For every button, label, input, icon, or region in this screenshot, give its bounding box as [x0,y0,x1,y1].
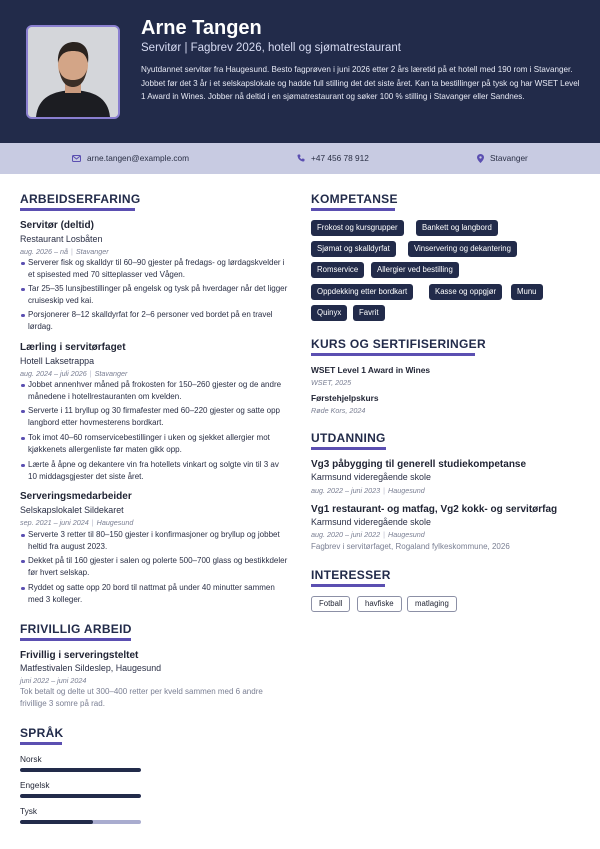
language-level-bar [20,820,141,824]
job-bullet: Serverer fisk og skalldyr til 60–90 gjester på fredags- og lørdagskvelder i et spisested med 70 sitteplasser ved Vågen. [28,257,288,281]
candidate-headline: Servitør | Fagbrev 2026, hotell og sjømatrestaurant [141,42,401,54]
volunteer-description: Tok betalt og delte ut 300–400 retter per kveld sammen med 6 andre frivillige 3 somre på rad. [20,687,263,709]
education-place: Haugesund [388,486,425,495]
language-name: Norsk [20,754,42,764]
skill-tag: Allergier ved bestilling [371,262,459,278]
section-underline [311,584,385,587]
job-bullet: Jobbet annenhver måned på frokosten for 150–260 gjester og de andre månedene i hotellrestauranten om kvelden. [28,379,288,403]
education-title: Vg3 påbygging til generell studiekompetanse [311,459,527,470]
job-bullet: Ryddet og satte opp 20 bord til nattmat på under 40 minutter sammen med 3 kolleger. [28,582,288,606]
education-dates: aug. 2020 – juni 2022 [311,530,381,539]
language-name: Engelsk [20,780,50,790]
job-bullet: Lærte å åpne og dekantere vin fra hotellets vinkart og solgte vin til 3 av 10 middagsgjester det siste året. [28,459,288,483]
job-meta: aug. 2026 – nå | Stavanger [20,247,109,256]
job-bullet: Porsjonerer 8–12 skalldyrfat for 2–6 personer ved bordet på en travel lørdag. [28,309,288,333]
course-title: Førstehjelpskurs [311,393,379,403]
skill-tag: Frokost og kursgrupper [311,220,404,236]
course-meta: Røde Kors, 2024 [311,406,366,415]
education-title: Vg1 restaurant- og matfag, Vg2 kokk- og servitørfag [311,504,558,515]
job-bullet: Serverte i 11 bryllup og 30 firmafester med 60–220 gjester og satte opp langbord etter hovmesterens bordkart. [28,405,288,429]
job-dates: sep. 2021 – juni 2024 [20,518,89,527]
section-title-education: UTDANNING [311,431,386,445]
contact-email[interactable] [72,153,189,163]
education-dates: aug. 2022 – juni 2023 [311,486,381,495]
skill-tag: Oppdekking etter bordkart [311,284,413,300]
contact-bar [0,143,600,174]
section-title-volunteer: FRIVILLIG ARBEID [20,622,132,636]
skill-tag: Munu [511,284,543,300]
job-title: Lærling i servitørfaget [20,342,126,353]
job-place: Stavanger [94,369,128,378]
language-name: Tysk [20,806,38,816]
profile-photo [26,25,120,119]
section-underline [311,447,386,450]
email-text: arne.tangen@example.com [87,153,190,163]
skill-tag: Bankett og langbord [416,220,498,236]
section-title-languages: SPRÅK [20,726,64,740]
education-note: Fagbrev i servitørfaget, Rogaland fylkeskommune, 2026 [311,542,510,551]
course-title: WSET Level 1 Award in Wines [311,365,431,375]
language-level-fill [20,820,93,824]
candidate-name: Arne Tangen [141,17,262,39]
language-level-bar [20,794,141,798]
contact-phone[interactable] [297,153,369,163]
job-employer: Hotell Laksetrappa [20,356,95,366]
header [0,0,600,143]
job-bullet: Serverte 3 retter til 80–150 gjester i konfirmasjoner og bryllup og jobbet heltid fra august 2023. [28,529,288,553]
language-level-bar [20,768,141,772]
education-school: Karmsund videregående skole [311,472,431,482]
job-meta: sep. 2021 – juni 2024 | Haugesund [20,518,134,527]
education-meta: aug. 2020 – juni 2022 | Haugesund [311,530,425,539]
location-pin-icon [477,154,484,163]
job-employer: Selskapslokalet Sildekaret [20,505,124,515]
section-title-experience: ARBEIDSERFARING [20,192,141,206]
phone-icon [297,154,305,162]
job-meta: aug. 2024 – juli 2026 | Stavanger [20,369,128,378]
education-meta: aug. 2022 – juni 2023 | Haugesund [311,486,425,495]
language-level-fill [20,768,141,772]
skill-tag: Quinyx [311,305,347,321]
section-title-skills: KOMPETANSE [311,192,398,206]
section-underline [20,742,62,745]
job-bullet: Tar 25–35 lunsjbestillinger på engelsk og tysk på hverdager når det ligger cruiseskip ved kai. [28,283,288,307]
job-place: Haugesund [96,518,134,527]
mail-icon [72,155,81,162]
phone-text: +47 456 78 912 [311,153,369,163]
section-underline [311,353,475,356]
location-text: Stavanger [490,153,528,163]
skill-tag: Kasse og oppgjør [429,284,502,300]
interest-tag: matlaging [407,596,457,612]
volunteer-role: Frivillig i serveringsteltet [20,650,139,661]
skill-tag: Sjømat og skalldyrfat [311,241,396,257]
section-underline [20,638,131,641]
job-bullet: Tok imot 40–60 romservicebestillinger i uken og sjekket allergier mot kjøkkenets allergenliste før maten gikk opp. [28,432,288,456]
job-place: Stavanger [75,247,109,256]
education-school: Karmsund videregående skole [311,517,431,527]
interest-tag: Fotball [311,596,350,612]
contact-location [477,153,528,163]
section-underline [20,208,135,211]
language-level-fill [20,794,141,798]
job-dates: aug. 2024 – juli 2026 [20,369,87,378]
job-title: Serveringsmedarbeider [20,491,132,502]
education-place: Haugesund [388,530,425,539]
skill-tag: Vinservering og dekantering [408,241,517,257]
job-dates: aug. 2026 – nå [20,247,68,256]
section-title-interests: INTERESSER [311,568,391,582]
course-meta: WSET, 2025 [311,378,352,387]
profile-summary: Nyutdannet servitør fra Haugesund. Besto fagprøven i juni 2026 etter 2 års læretid på et hotell med 190 rom i Stavanger. Jobbet før det 3 år i et selskapslokale og hadde full stilling det det siste året. Kan ta bestillinger på tysk og har WSET Level 1 Award in Wines. Jobber nå deltid i en sjømatrestaurant og søker 100 % stilling i Stavanger eller Sandnes. [141,65,580,102]
interest-tag: havfiske [357,596,402,612]
volunteer-dates: juni 2022 – juni 2024 [20,676,87,685]
skill-tag: Favrit [353,305,385,321]
section-title-courses: KURS OG SERTIFISERINGER [311,337,486,351]
section-underline [311,208,395,211]
job-employer: Restaurant Losbåten [20,234,103,244]
skill-tag: Romservice [311,262,364,278]
volunteer-org: Matfestivalen Sildeslep, Haugesund [20,663,162,673]
job-title: Servitør (deltid) [20,220,94,231]
job-bullet: Dekket på til 160 gjester i salen og polerte 500–700 glass og bestikkdeler før hvert selskap. [28,555,288,579]
